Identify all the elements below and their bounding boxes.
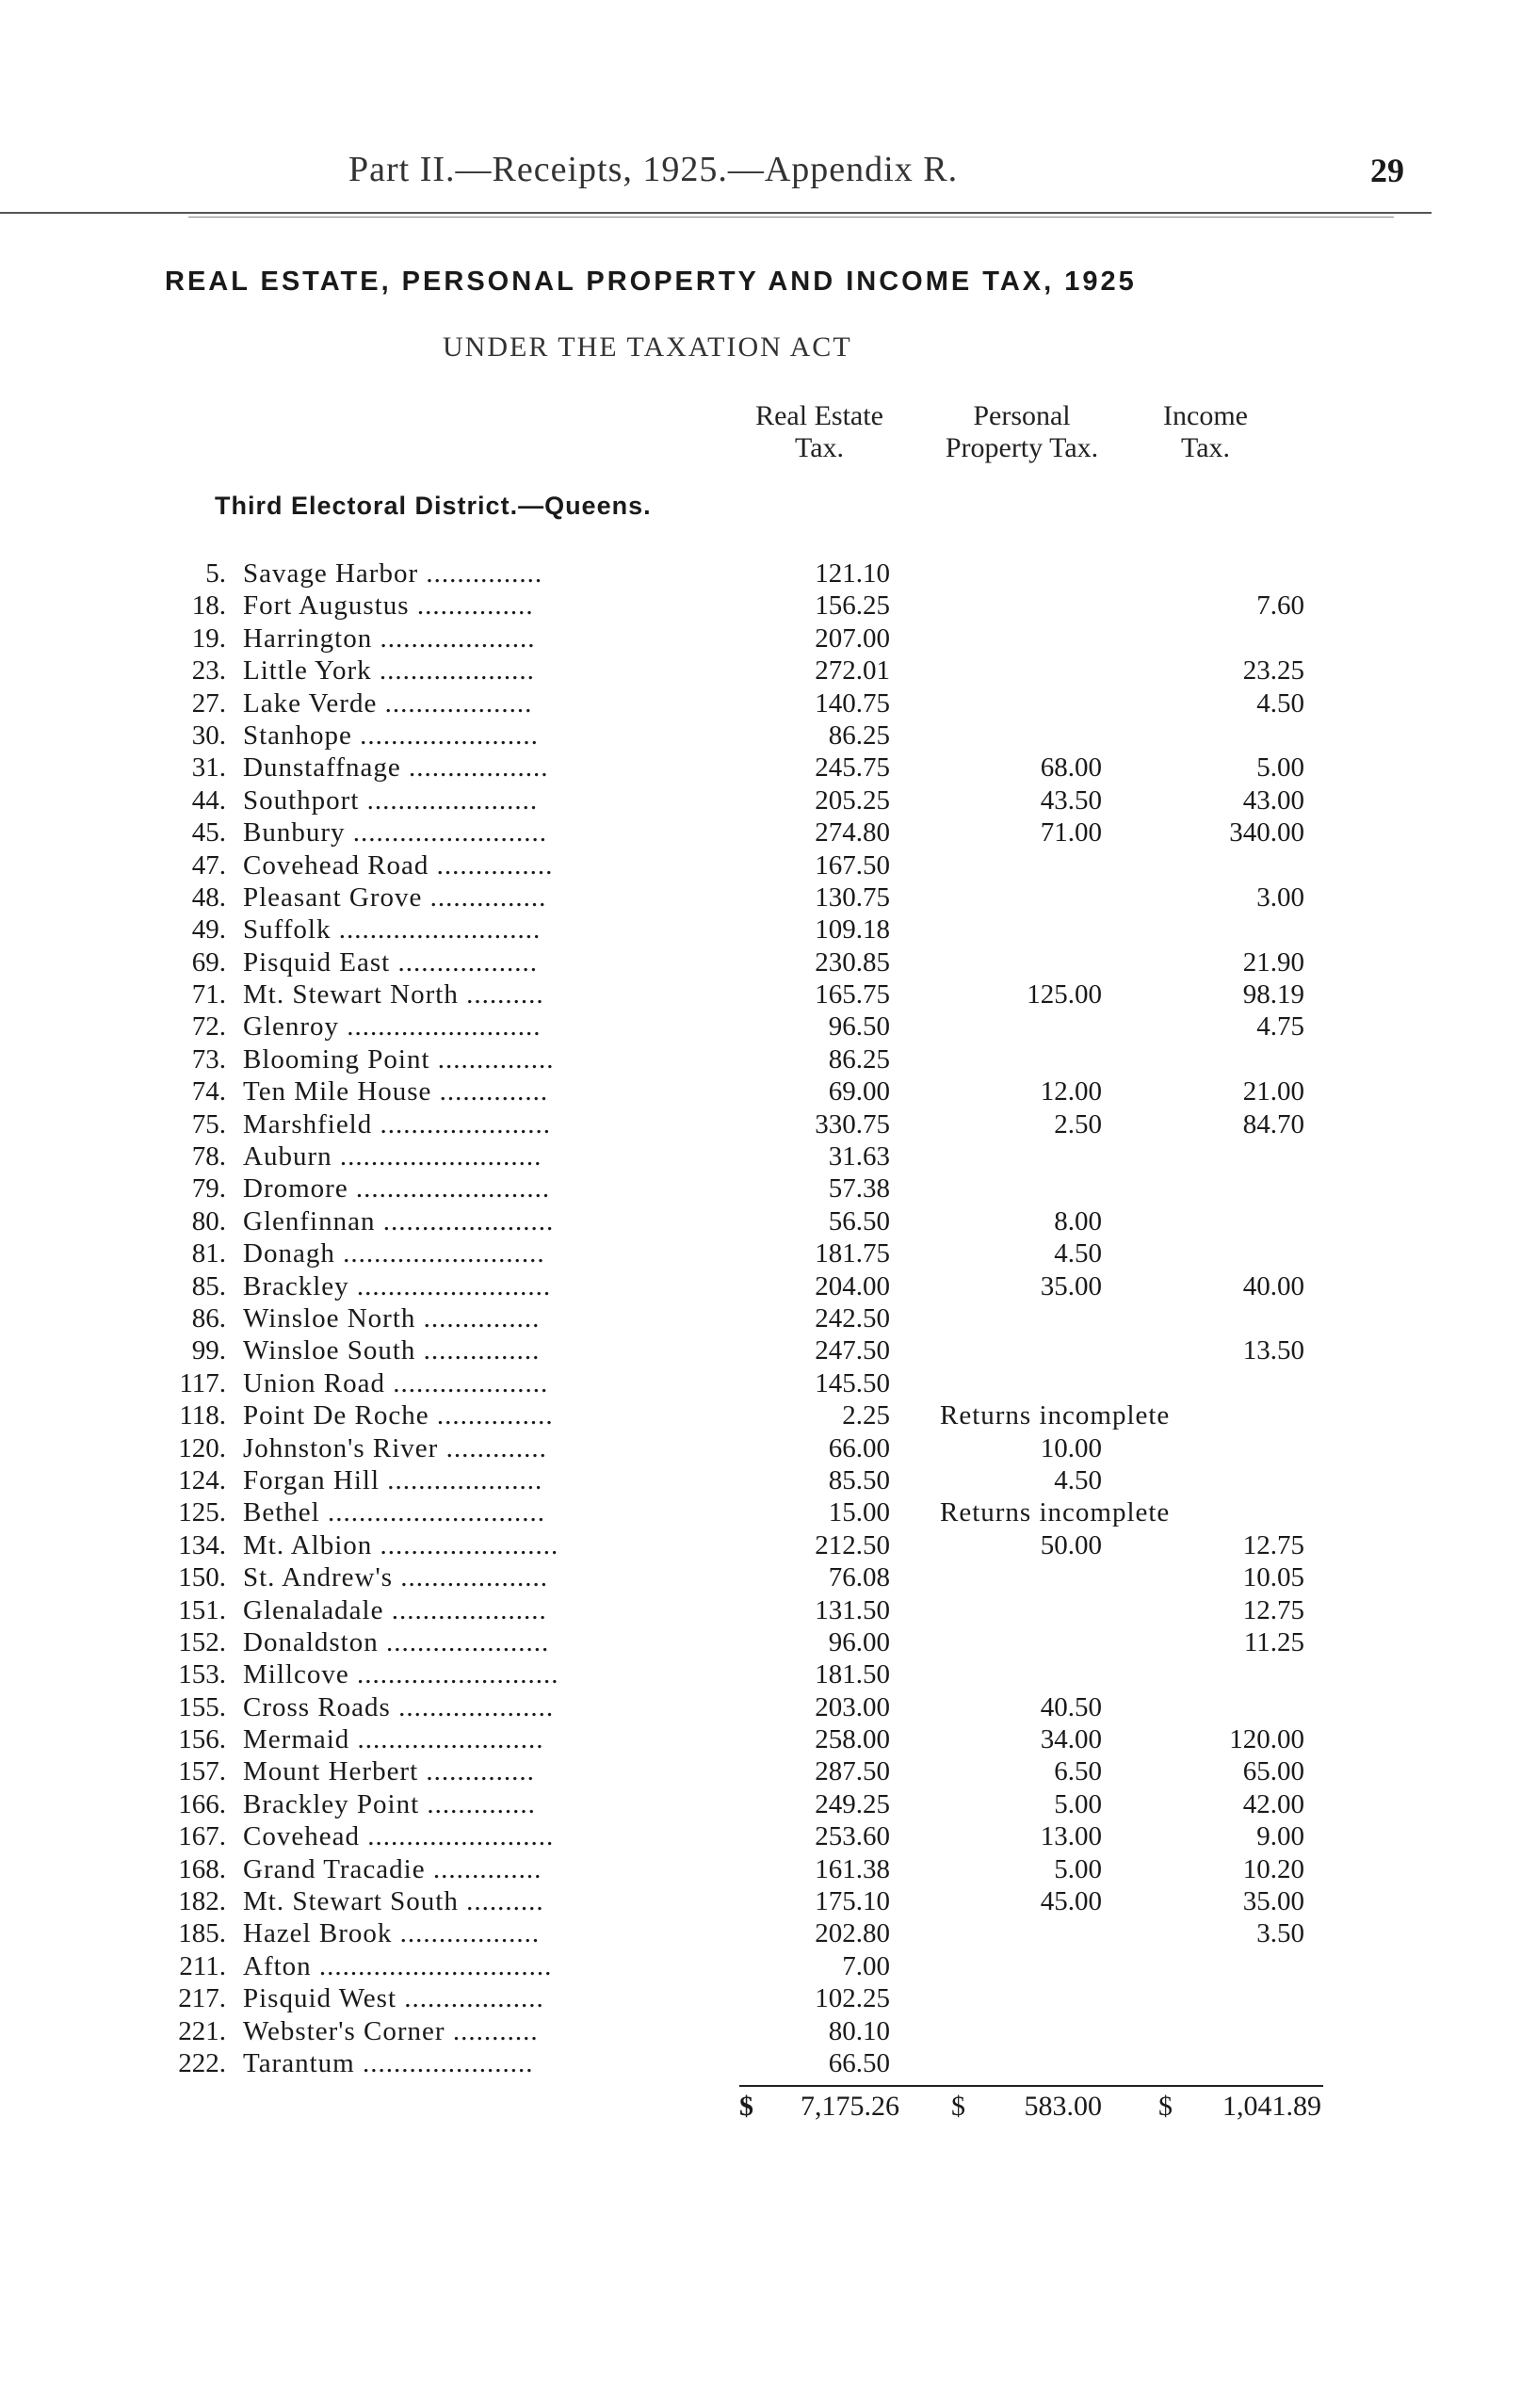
table-row: [0, 1270, 1521, 1302]
table-row: [0, 1464, 1521, 1496]
row-personal-tax: 68.00: [1040, 752, 1102, 784]
row-real-estate-tax: 287.50: [815, 1756, 890, 1787]
row-income-tax: 13.50: [1242, 1335, 1304, 1366]
table-row: [0, 849, 1521, 881]
row-number: 134.: [178, 1529, 226, 1560]
table-row: [0, 881, 1521, 913]
row-locality: Brackley .........................: [243, 1270, 552, 1301]
column-header-real-estate: [725, 400, 914, 464]
row-personal-tax: 4.50: [1054, 1238, 1102, 1269]
table-row: [0, 687, 1521, 719]
row-number: 182.: [178, 1886, 226, 1917]
row-number: 85.: [191, 1270, 226, 1301]
row-locality: Union Road ....................: [243, 1367, 549, 1398]
row-number: 27.: [191, 687, 226, 719]
row-number: 48.: [191, 881, 226, 913]
row-locality: Johnston's River .............: [243, 1432, 547, 1463]
row-number: 211.: [179, 1950, 226, 1981]
row-number: 23.: [191, 655, 226, 687]
column-header-personal-line2: Property Tax.: [945, 432, 1099, 463]
row-locality: Mermaid ........................: [243, 1724, 544, 1755]
table-row: [0, 1885, 1521, 1917]
table-row: [0, 2047, 1521, 2079]
row-real-estate-tax: 181.75: [815, 1238, 890, 1269]
table-row: [0, 1594, 1521, 1626]
page-title: REAL ESTATE, PERSONAL PROPERTY AND INCOME TAX, 1925: [165, 267, 1137, 297]
table-row: [0, 1367, 1521, 1399]
table-row: [0, 1140, 1521, 1172]
table-row: [0, 655, 1521, 687]
row-real-estate-tax: 7.00: [842, 1950, 890, 1981]
row-locality: Pisquid West ..................: [243, 1983, 544, 2014]
row-personal-tax: 8.00: [1054, 1205, 1102, 1236]
row-note: Returns incomplete: [940, 1400, 1171, 1431]
column-header-real-estate-line2: Tax.: [794, 432, 845, 463]
totals-real-estate: 7,175.26: [801, 2091, 899, 2122]
row-real-estate-tax: 109.18: [815, 914, 890, 945]
row-locality: Glenaladale ....................: [243, 1594, 547, 1625]
table-row: [0, 1950, 1521, 1982]
row-locality: Pisquid East ..................: [243, 946, 538, 978]
row-personal-tax: 40.50: [1040, 1691, 1102, 1722]
column-header-personal: [899, 400, 1144, 464]
table-row: [0, 784, 1521, 816]
row-real-estate-tax: 274.80: [815, 817, 890, 848]
table-row: [0, 1432, 1521, 1464]
row-number: 222.: [178, 2047, 226, 2078]
row-real-estate-tax: 140.75: [815, 687, 890, 719]
row-real-estate-tax: 69.00: [828, 1076, 890, 1107]
row-income-tax: 84.70: [1242, 1108, 1304, 1139]
row-real-estate-tax: 249.25: [815, 1788, 890, 1819]
row-real-estate-tax: 57.38: [828, 1173, 890, 1204]
row-locality: Southport ......................: [243, 784, 539, 816]
totals-rule: [739, 2085, 1323, 2087]
header-rule-secondary: [188, 217, 1394, 218]
row-income-tax: 10.05: [1242, 1562, 1304, 1593]
table-row: [0, 2015, 1521, 2047]
row-income-tax: 4.50: [1256, 687, 1304, 719]
row-real-estate-tax: 253.60: [815, 1821, 890, 1852]
table-row: [0, 1755, 1521, 1787]
row-real-estate-tax: 247.50: [815, 1335, 890, 1366]
row-real-estate-tax: 272.01: [815, 655, 890, 687]
column-header-income-line2: Tax.: [1180, 432, 1231, 463]
column-header-personal-line1: Personal: [973, 400, 1071, 431]
row-locality: Savage Harbor ...............: [243, 558, 543, 589]
row-income-tax: 9.00: [1256, 1821, 1304, 1852]
row-locality: Dunstaffnage ..................: [243, 752, 549, 784]
row-locality: Hazel Brook ..................: [243, 1918, 541, 1949]
row-income-tax: 120.00: [1229, 1724, 1304, 1755]
row-number: 167.: [178, 1821, 226, 1852]
row-locality: Bethel ............................: [243, 1497, 545, 1528]
row-number: 31.: [191, 752, 226, 784]
row-income-tax: 40.00: [1242, 1270, 1304, 1301]
row-real-estate-tax: 66.50: [828, 2047, 890, 2078]
table-row: [0, 622, 1521, 655]
table-row: [0, 1658, 1521, 1690]
table-row: [0, 1108, 1521, 1140]
row-number: 75.: [191, 1108, 226, 1139]
table-row: [0, 590, 1521, 622]
table-row: [0, 1529, 1521, 1561]
row-number: 80.: [191, 1205, 226, 1236]
row-income-tax: 65.00: [1242, 1756, 1304, 1787]
row-personal-tax: 35.00: [1040, 1270, 1102, 1301]
row-personal-tax: 12.00: [1040, 1076, 1102, 1107]
row-locality: Pleasant Grove ...............: [243, 881, 547, 913]
row-real-estate-tax: 2.25: [842, 1400, 890, 1431]
table-row: [0, 1205, 1521, 1237]
row-income-tax: 21.00: [1242, 1076, 1304, 1107]
row-real-estate-tax: 242.50: [815, 1302, 890, 1333]
row-number: 5.: [205, 558, 226, 589]
row-number: 118.: [179, 1400, 226, 1431]
row-income-tax: 3.50: [1256, 1918, 1304, 1949]
row-personal-tax: 6.50: [1054, 1756, 1102, 1787]
row-locality: Forgan Hill ....................: [243, 1464, 543, 1495]
table-row: [0, 1075, 1521, 1107]
row-locality: Glenroy .........................: [243, 1011, 542, 1042]
row-income-tax: 11.25: [1243, 1626, 1304, 1657]
row-personal-tax: 50.00: [1040, 1529, 1102, 1560]
row-personal-tax: 34.00: [1040, 1724, 1102, 1755]
row-real-estate-tax: 161.38: [815, 1853, 890, 1884]
totals-personal: 583.00: [1024, 2091, 1102, 2122]
table-row: [0, 1982, 1521, 2014]
table-row: [0, 1237, 1521, 1269]
row-locality: St. Andrew's ...................: [243, 1562, 549, 1593]
row-number: 49.: [191, 914, 226, 945]
row-personal-tax: 4.50: [1054, 1464, 1102, 1495]
table-row: [0, 1820, 1521, 1852]
table-row: [0, 1496, 1521, 1528]
table-row: [0, 1334, 1521, 1366]
row-number: 99.: [191, 1335, 226, 1366]
row-personal-tax: 125.00: [1027, 979, 1102, 1010]
row-real-estate-tax: 15.00: [828, 1497, 890, 1528]
row-real-estate-tax: 230.85: [815, 946, 890, 978]
page-number: 29: [1370, 152, 1404, 189]
row-real-estate-tax: 131.50: [815, 1594, 890, 1625]
table-row: [0, 1561, 1521, 1593]
row-real-estate-tax: 156.25: [815, 590, 890, 622]
row-number: 78.: [191, 1141, 226, 1172]
row-real-estate-tax: 212.50: [815, 1529, 890, 1560]
row-number: 217.: [178, 1983, 226, 2014]
row-income-tax: 5.00: [1256, 752, 1304, 784]
row-locality: Ten Mile House ..............: [243, 1076, 549, 1107]
row-real-estate-tax: 167.50: [815, 849, 890, 881]
row-locality: Covehead ........................: [243, 1821, 555, 1852]
row-locality: Mt. Stewart North ..........: [243, 979, 544, 1010]
row-income-tax: 12.75: [1242, 1529, 1304, 1560]
row-personal-tax: 10.00: [1040, 1432, 1102, 1463]
row-locality: Point De Roche ...............: [243, 1400, 554, 1431]
row-number: 86.: [191, 1302, 226, 1333]
row-income-tax: 3.00: [1256, 881, 1304, 913]
row-number: 168.: [178, 1853, 226, 1884]
row-income-tax: 21.90: [1242, 946, 1304, 978]
row-income-tax: 12.75: [1242, 1594, 1304, 1625]
row-locality: Tarantum ......................: [243, 2047, 534, 2078]
row-number: 81.: [191, 1238, 226, 1269]
row-real-estate-tax: 203.00: [815, 1691, 890, 1722]
row-locality: Blooming Point ...............: [243, 1043, 555, 1075]
row-real-estate-tax: 330.75: [815, 1108, 890, 1139]
row-real-estate-tax: 85.50: [828, 1464, 890, 1495]
row-locality: Donaldston .....................: [243, 1626, 550, 1657]
row-real-estate-tax: 130.75: [815, 881, 890, 913]
row-income-tax: 35.00: [1242, 1886, 1304, 1917]
row-number: 125.: [178, 1497, 226, 1528]
totals-row: [0, 2091, 1521, 2128]
row-personal-tax: 13.00: [1040, 1821, 1102, 1852]
row-number: 73.: [191, 1043, 226, 1075]
row-number: 150.: [178, 1562, 226, 1593]
row-real-estate-tax: 76.08: [828, 1562, 890, 1593]
row-note: Returns incomplete: [940, 1497, 1171, 1528]
row-number: 79.: [191, 1173, 226, 1204]
table-row: [0, 1302, 1521, 1334]
row-locality: Millcove ..........................: [243, 1659, 559, 1690]
table-row: [0, 1043, 1521, 1075]
row-income-tax: 340.00: [1229, 817, 1304, 848]
row-number: 156.: [178, 1724, 226, 1755]
row-locality: Mt. Stewart South ..........: [243, 1886, 544, 1917]
row-locality: Harrington ....................: [243, 622, 536, 654]
table-row: [0, 558, 1521, 590]
row-real-estate-tax: 165.75: [815, 979, 890, 1010]
row-locality: Grand Tracadie ..............: [243, 1853, 542, 1884]
row-income-tax: 98.19: [1242, 979, 1304, 1010]
row-personal-tax: 2.50: [1054, 1108, 1102, 1139]
district-heading: Third Electoral District.—Queens.: [215, 492, 652, 520]
table-row: [0, 816, 1521, 848]
page-subtitle: UNDER THE TAXATION ACT: [443, 331, 852, 363]
table-row: [0, 1691, 1521, 1723]
row-locality: Donagh ..........................: [243, 1238, 545, 1269]
row-number: 74.: [191, 1076, 226, 1107]
row-locality: Mount Herbert ..............: [243, 1756, 535, 1787]
table-row: [0, 1723, 1521, 1755]
row-number: 18.: [191, 590, 226, 622]
row-locality: Bunbury .........................: [243, 817, 547, 848]
table-row: [0, 751, 1521, 784]
running-title: Part II.—Receipts, 1925.—Appendix R.: [348, 150, 959, 189]
table-row: [0, 1917, 1521, 1949]
totals-currency-real: $: [739, 2091, 753, 2122]
totals-currency-personal: $: [951, 2091, 965, 2122]
row-number: 157.: [178, 1756, 226, 1787]
row-real-estate-tax: 56.50: [828, 1205, 890, 1236]
row-real-estate-tax: 207.00: [815, 622, 890, 654]
table-row: [0, 978, 1521, 1010]
row-locality: Brackley Point ..............: [243, 1788, 536, 1819]
row-locality: Stanhope .......................: [243, 719, 539, 751]
row-number: 44.: [191, 784, 226, 816]
row-locality: Fort Augustus ...............: [243, 590, 534, 622]
row-number: 166.: [178, 1788, 226, 1819]
row-locality: Cross Roads ....................: [243, 1691, 555, 1722]
row-locality: Lake Verde ...................: [243, 687, 533, 719]
row-locality: Suffolk ..........................: [243, 914, 542, 945]
row-locality: Winsloe South ...............: [243, 1335, 541, 1366]
table-row: [0, 1172, 1521, 1204]
row-personal-tax: 5.00: [1054, 1853, 1102, 1884]
column-header-real-estate-line1: Real Estate: [755, 400, 883, 431]
row-number: 221.: [178, 2015, 226, 2046]
header-rule: [0, 212, 1432, 214]
row-real-estate-tax: 96.50: [828, 1011, 890, 1042]
row-real-estate-tax: 96.00: [828, 1626, 890, 1657]
row-real-estate-tax: 121.10: [815, 558, 890, 589]
row-number: 71.: [191, 979, 226, 1010]
row-locality: Glenfinnan ......................: [243, 1205, 555, 1236]
row-real-estate-tax: 258.00: [815, 1724, 890, 1755]
column-header-income: [1111, 400, 1300, 464]
row-number: 30.: [191, 719, 226, 751]
row-number: 47.: [191, 849, 226, 881]
row-locality: Dromore .........................: [243, 1173, 551, 1204]
row-number: 185.: [178, 1918, 226, 1949]
table-row: [0, 719, 1521, 751]
row-income-tax: 43.00: [1242, 784, 1304, 816]
row-number: 153.: [178, 1659, 226, 1690]
row-number: 117.: [179, 1367, 226, 1398]
row-number: 19.: [191, 622, 226, 654]
column-header-income-line1: Income: [1163, 400, 1248, 431]
row-real-estate-tax: 181.50: [815, 1659, 890, 1690]
row-real-estate-tax: 102.25: [815, 1983, 890, 2014]
tax-table: [0, 558, 1521, 2079]
row-income-tax: 4.75: [1256, 1011, 1304, 1042]
row-number: 72.: [191, 1011, 226, 1042]
row-real-estate-tax: 175.10: [815, 1886, 890, 1917]
row-income-tax: 10.20: [1242, 1853, 1304, 1884]
row-real-estate-tax: 80.10: [828, 2015, 890, 2046]
row-personal-tax: 43.50: [1040, 784, 1102, 816]
row-real-estate-tax: 205.25: [815, 784, 890, 816]
row-real-estate-tax: 31.63: [828, 1141, 890, 1172]
row-locality: Afton ..............................: [243, 1950, 553, 1981]
totals-currency-income: $: [1158, 2091, 1173, 2122]
row-locality: Covehead Road ...............: [243, 849, 554, 881]
row-real-estate-tax: 245.75: [815, 752, 890, 784]
row-real-estate-tax: 86.25: [828, 1043, 890, 1075]
row-locality: Mt. Albion .......................: [243, 1529, 559, 1560]
row-locality: Marshfield ......................: [243, 1108, 551, 1139]
table-row: [0, 1788, 1521, 1820]
row-personal-tax: 5.00: [1054, 1788, 1102, 1819]
row-locality: Webster's Corner ...........: [243, 2015, 539, 2046]
row-number: 152.: [178, 1626, 226, 1657]
row-income-tax: 7.60: [1256, 590, 1304, 622]
row-real-estate-tax: 86.25: [828, 719, 890, 751]
row-real-estate-tax: 204.00: [815, 1270, 890, 1301]
row-income-tax: 23.25: [1242, 655, 1304, 687]
row-locality: Little York ....................: [243, 655, 535, 687]
row-number: 124.: [178, 1464, 226, 1495]
table-row: [0, 1626, 1521, 1658]
row-real-estate-tax: 66.00: [828, 1432, 890, 1463]
table-row: [0, 1010, 1521, 1042]
row-locality: Winsloe North ...............: [243, 1302, 541, 1333]
row-personal-tax: 45.00: [1040, 1886, 1102, 1917]
table-row: [0, 913, 1521, 945]
row-real-estate-tax: 145.50: [815, 1367, 890, 1398]
row-locality: Auburn ..........................: [243, 1141, 542, 1172]
row-number: 120.: [178, 1432, 226, 1463]
table-row: [0, 946, 1521, 978]
row-personal-tax: 71.00: [1040, 817, 1102, 848]
row-income-tax: 42.00: [1242, 1788, 1304, 1819]
table-row: [0, 1399, 1521, 1431]
row-number: 151.: [178, 1594, 226, 1625]
row-number: 45.: [191, 817, 226, 848]
table-row: [0, 1853, 1521, 1885]
row-number: 69.: [191, 946, 226, 978]
totals-income: 1,041.89: [1222, 2091, 1321, 2122]
row-real-estate-tax: 202.80: [815, 1918, 890, 1949]
row-number: 155.: [178, 1691, 226, 1722]
